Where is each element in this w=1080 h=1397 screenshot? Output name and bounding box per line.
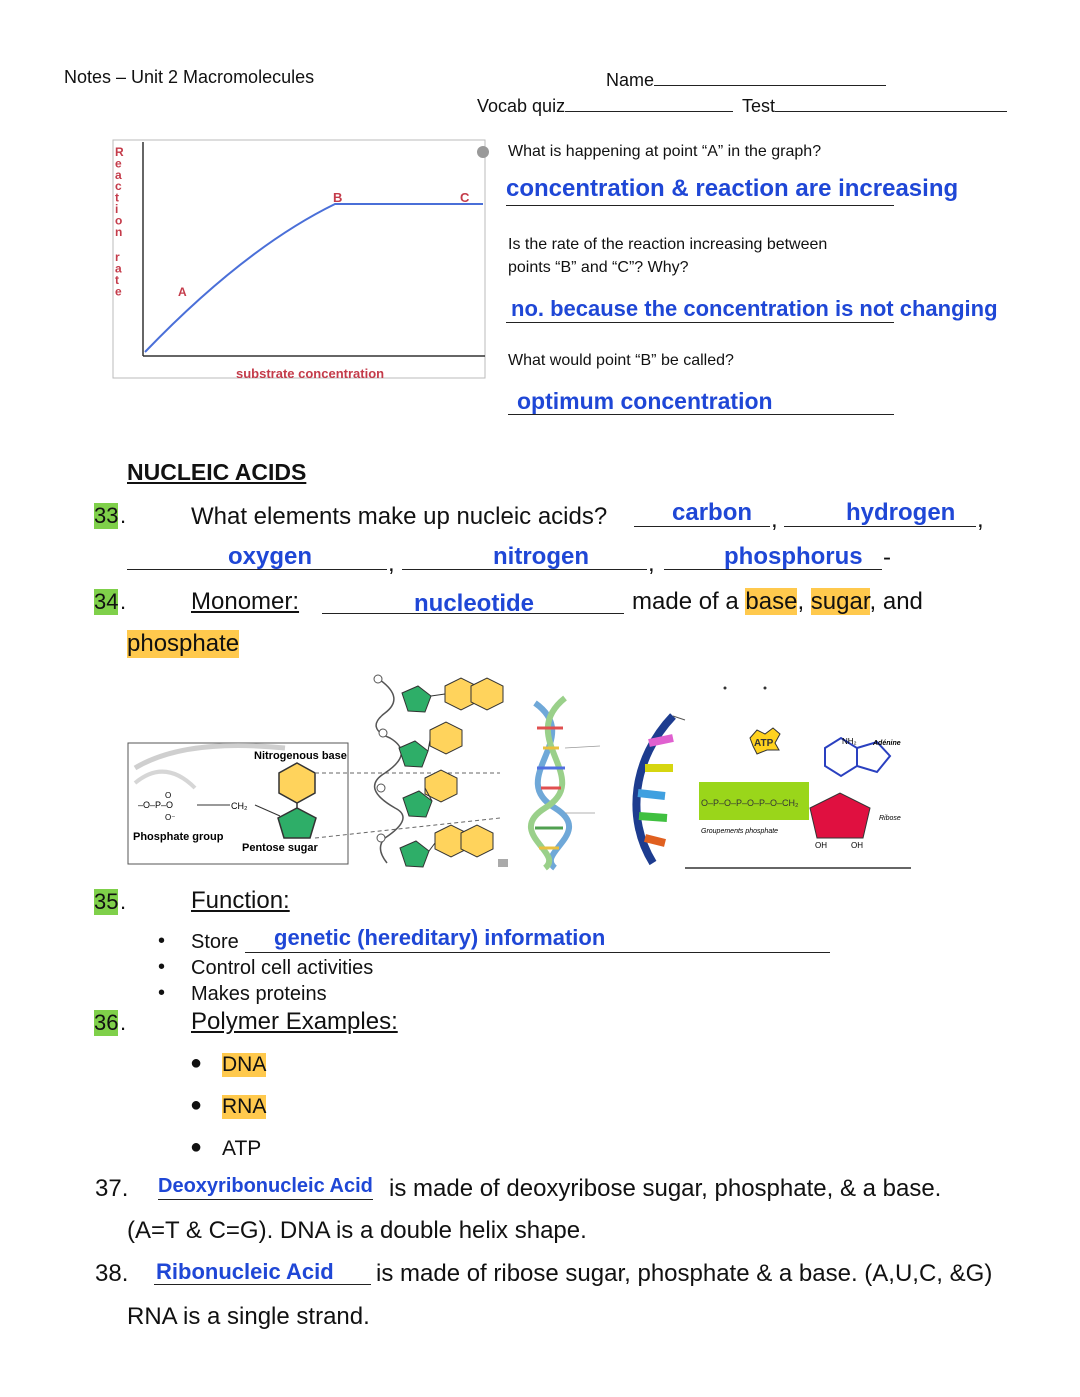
q33-dot: .: [120, 503, 127, 528]
rate-curve: [145, 204, 483, 352]
svg-text:O: O: [165, 791, 172, 800]
function-label: Function:: [191, 887, 290, 914]
test-blank[interactable]: [775, 93, 1007, 112]
y-axis-letter: e: [115, 284, 122, 299]
q38-rest: is made of ribose sugar, phosphate & a base. (A,U,C, &G): [376, 1260, 993, 1287]
comma-4: ,: [648, 550, 655, 577]
function-control: Control cell activities: [191, 957, 374, 979]
graph-q3: What would point “B” be called?: [508, 352, 734, 369]
polymer-bullet-2: ●: [190, 1094, 203, 1116]
phosphate-group-label: Phosphate group: [133, 831, 224, 843]
q36-number: 36: [94, 1010, 119, 1035]
name-blank[interactable]: [654, 67, 886, 86]
store-answer[interactable]: genetic (hereditary) information: [274, 925, 606, 950]
q35-number: 35: [94, 889, 119, 914]
comma-2: ,: [977, 506, 984, 533]
y-axis-letter: c: [115, 179, 122, 194]
q37-answer[interactable]: Deoxyribonucleic Acid: [158, 1175, 373, 1200]
monomer-desc: made of a base, sugar, and: [632, 588, 923, 615]
y-axis-label: [115, 145, 124, 298]
comma-3: ,: [388, 550, 395, 577]
vocab-blank[interactable]: [565, 93, 733, 112]
polymer-atp: ATP: [222, 1137, 262, 1160]
q34-dot: .: [120, 589, 127, 614]
q37-rest: is made of deoxyribose sugar, phosphate, & a base.: [389, 1175, 942, 1202]
element-carbon[interactable]: carbon: [672, 499, 753, 526]
name-label: Name: [606, 67, 886, 91]
test-label: Test: [742, 93, 1007, 117]
dash: -: [883, 544, 891, 571]
vocab-quiz-label: Vocab quiz: [477, 93, 733, 117]
polymer-dna: DNA: [222, 1053, 267, 1076]
nucleic-heading: NUCLEIC ACIDS: [127, 459, 307, 485]
y-axis-letter: t: [115, 190, 119, 205]
pentose-sugar-pentagon: [278, 808, 316, 838]
q37-number: 37.: [95, 1175, 129, 1202]
y-axis-letter: R: [115, 145, 124, 159]
enzyme-rate-graph: [105, 138, 490, 383]
atp-badge: ATP: [754, 738, 774, 749]
y-axis-letter: r: [115, 250, 120, 265]
notes-title: Notes – Unit 2 Macromolecules: [64, 67, 315, 87]
graph-a2[interactable]: no. because the concentration is not changing: [511, 296, 998, 321]
svg-text:O⁻: O⁻: [165, 813, 176, 822]
bullet-2: •: [158, 956, 166, 978]
q37-line2: (A=T & C=G). DNA is a double helix shape.: [127, 1217, 587, 1244]
comma-1: ,: [771, 506, 778, 533]
graph-corner-dot: [477, 146, 489, 158]
element-nitrogen[interactable]: nitrogen: [493, 543, 589, 570]
y-axis-letter: a: [115, 261, 122, 276]
dna-double-helix: [498, 698, 600, 868]
y-axis-letter: i: [115, 202, 119, 216]
x-axis-label: substrate concentration: [236, 366, 385, 381]
polynucleotide-chain: [374, 675, 503, 867]
graph-q1: What is happening at point “A” in the graph?: [508, 143, 822, 160]
nitrogenous-base-hexagon: [279, 763, 315, 803]
y-axis-letter: a: [115, 167, 122, 182]
ribose-ring: [810, 793, 870, 838]
graph-a1[interactable]: concentration & reaction are increasing: [506, 175, 959, 202]
element-phosphorus[interactable]: phosphorus: [724, 543, 863, 570]
graph-frame: [113, 140, 485, 378]
y-axis-letter: n: [115, 224, 123, 239]
graph-q2-line2: points “B” and “C”? Why?: [508, 259, 689, 276]
bullet-1: •: [158, 930, 166, 952]
nitrogenous-base-label: Nitrogenous base: [254, 750, 347, 762]
q34-number: 34: [94, 589, 119, 614]
q33-number: 33: [94, 503, 119, 528]
groupements-label: Groupements phosphate: [701, 828, 779, 835]
store-label: Store: [191, 931, 239, 953]
y-axis-letter: t: [115, 273, 119, 287]
oh-label-2: OH: [851, 841, 863, 850]
nucleotide-diagram-strip: [125, 668, 915, 873]
adenine-label: Adénine: [873, 740, 901, 747]
polymer-label: Polymer Examples:: [191, 1008, 398, 1035]
y-axis-letter: o: [115, 213, 123, 228]
polymer-bullet-1: ●: [190, 1052, 203, 1074]
q33-question: What elements make up nucleic acids?: [191, 503, 608, 530]
element-hydrogen[interactable]: hydrogen: [846, 499, 956, 526]
q38-line2: RNA is a single strand.: [127, 1303, 370, 1330]
svg-text:–O–P–O: –O–P–O: [138, 800, 174, 810]
function-proteins: Makes proteins: [191, 983, 327, 1005]
monomer-label: Monomer:: [191, 588, 300, 615]
polymer-bullet-3: ●: [190, 1136, 203, 1158]
graph-a3[interactable]: optimum concentration: [517, 388, 773, 414]
bullet-3: •: [158, 982, 166, 1004]
pentose-sugar-label: Pentose sugar: [242, 842, 318, 854]
ch2-label: CH₂: [231, 801, 248, 811]
element-oxygen[interactable]: oxygen: [228, 543, 313, 570]
nh2-label: NH₂: [842, 737, 857, 746]
point-b-label: B: [333, 190, 343, 205]
point-a-label: A: [178, 285, 187, 299]
phosphate-word: phosphate: [127, 630, 240, 657]
monomer-answer[interactable]: nucleotide: [414, 590, 535, 617]
y-axis-letter: e: [115, 156, 122, 171]
nucleotide-structure: [128, 743, 348, 864]
ribose-label: Ribose: [879, 815, 901, 822]
rna-single-strand: [636, 716, 685, 863]
atp-molecule: [685, 687, 911, 869]
svg-text:O–P–O–P–O–P–O–CH₂: O–P–O–P–O–P–O–CH₂: [701, 798, 799, 808]
point-c-label: C: [460, 190, 470, 205]
q38-number: 38.: [95, 1260, 129, 1287]
oh-label-1: OH: [815, 841, 827, 850]
q38-answer[interactable]: Ribonucleic Acid: [156, 1259, 334, 1284]
q35-dot: .: [120, 889, 127, 914]
q36-dot: .: [120, 1010, 127, 1035]
graph-q2-line1: Is the rate of the reaction increasing between: [508, 236, 828, 253]
polymer-rna: RNA: [222, 1095, 267, 1118]
